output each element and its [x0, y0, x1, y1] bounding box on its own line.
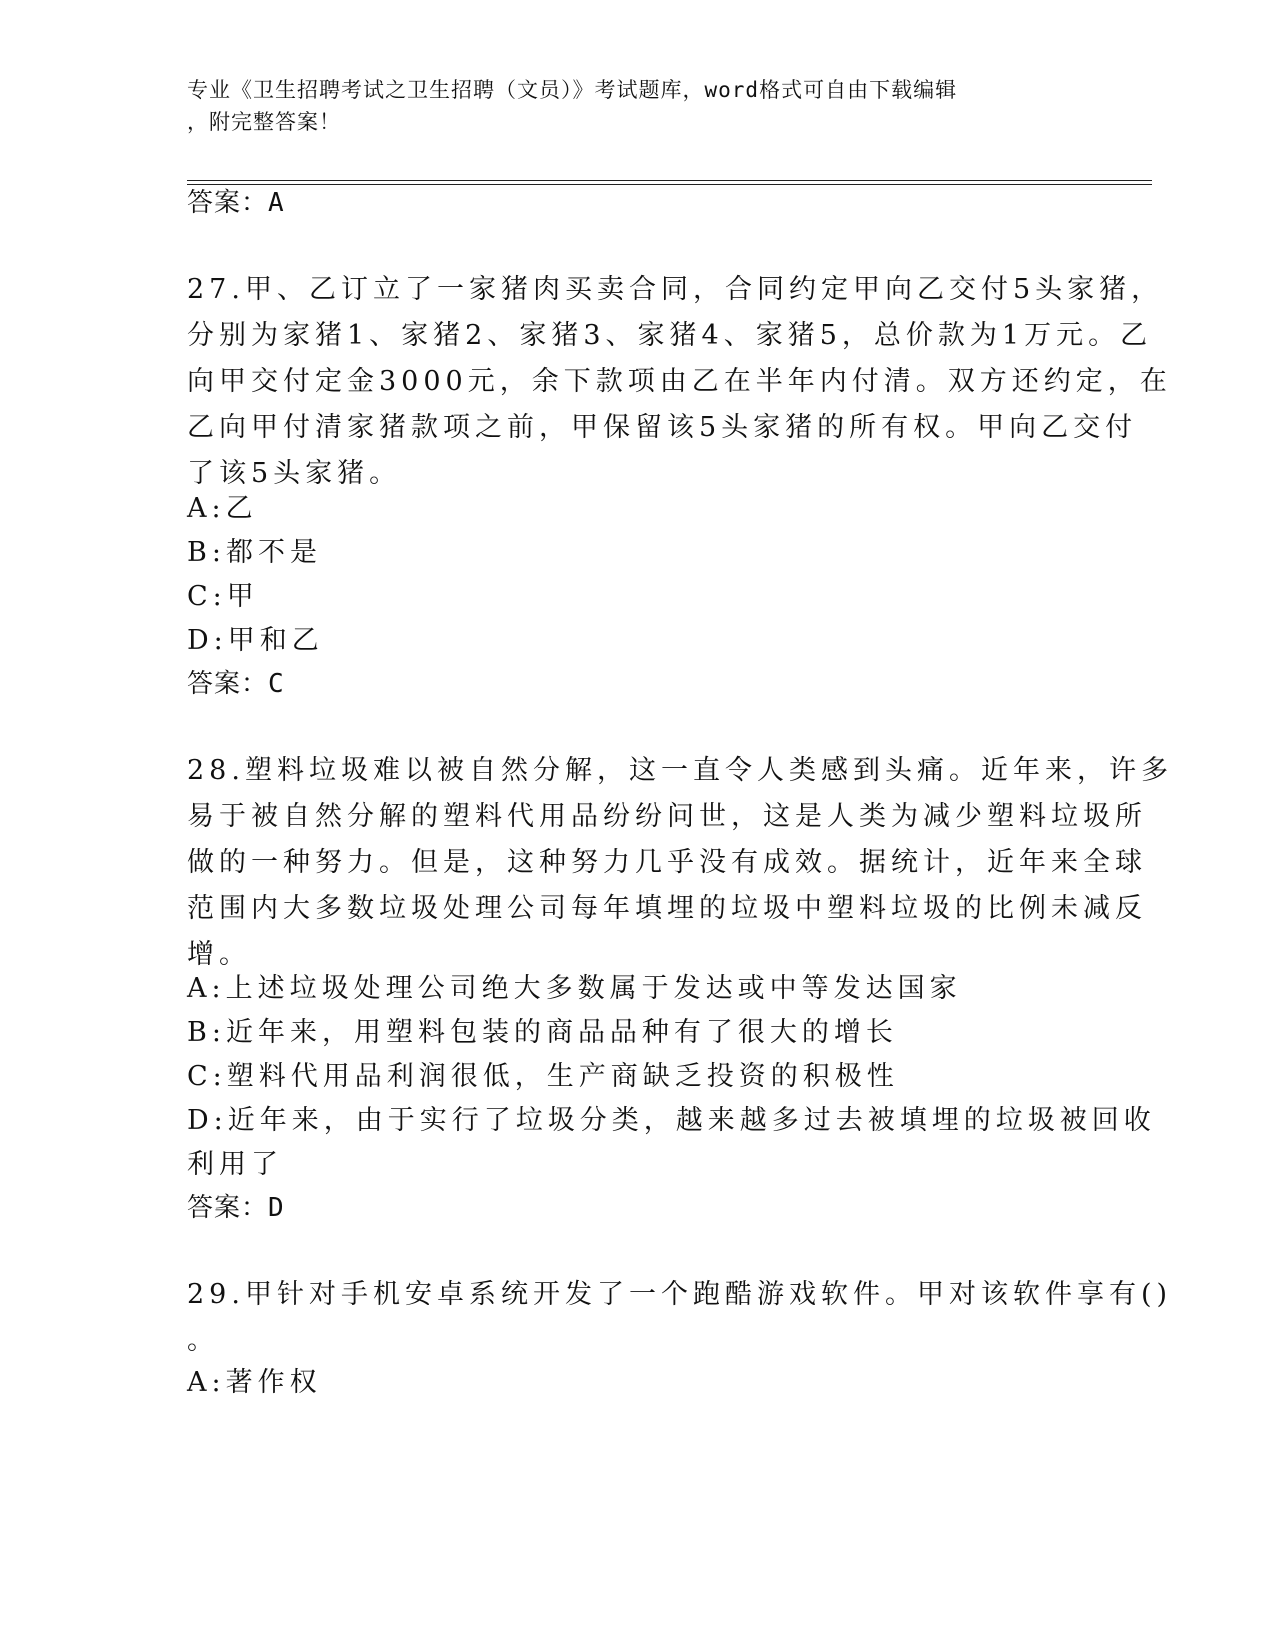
option-d: D:近年来，由于实行了垃圾分类，越来越多过去被填埋的垃圾被回收: [187, 1105, 1156, 1136]
question-line: 27.甲、乙订立了一家猪肉买卖合同，合同约定甲向乙交付5头家猪，: [187, 274, 1164, 305]
option-d: D:甲和乙: [187, 625, 324, 656]
answer-28: [187, 1191, 285, 1225]
answer-value: A: [268, 188, 285, 218]
answer-value: D: [268, 1193, 285, 1223]
question-27: [187, 267, 1172, 497]
question-line: 增。: [187, 939, 251, 970]
option-c: C:甲: [187, 581, 259, 612]
answer-label: 答案：: [187, 1193, 269, 1223]
question-line: 向甲交付定金3000元，余下款项由乙在半年内付清。双方还约定，在: [187, 366, 1172, 397]
question-28: [187, 748, 1173, 978]
question-line: 乙向甲付清家猪款项之前，甲保留该5头家猪的所有权。甲向乙交付: [187, 412, 1138, 443]
header-divider-bottom: [187, 184, 1152, 185]
question-line: 29.甲针对手机安卓系统开发了一个跑酷游戏软件。甲对该软件享有(): [187, 1279, 1173, 1310]
question-line: 分别为家猪1、家猪2、家猪3、家猪4、家猪5，总价款为1万元。乙: [187, 320, 1153, 351]
question-line: 范围内大多数垃圾处理公司每年填埋的垃圾中塑料垃圾的比例未减反: [187, 893, 1147, 924]
question-line: 。: [187, 1325, 219, 1356]
option-a: A:上述垃圾处理公司绝大多数属于发达或中等发达国家: [187, 973, 962, 1004]
answer-27: [187, 667, 285, 701]
question-line: 做的一种努力。但是，这种努力几乎没有成效。据统计，近年来全球: [187, 847, 1147, 878]
option-d-continued: 利用了: [187, 1149, 283, 1180]
option-a: A:著作权: [187, 1367, 322, 1398]
document-header: [187, 74, 1067, 138]
answer-value: C: [268, 669, 285, 699]
question-line: 了该5头家猪。: [187, 458, 402, 489]
question-line: 易于被自然分解的塑料代用品纷纷问世，这是人类为减少塑料垃圾所: [187, 801, 1147, 832]
header-divider-top: [187, 180, 1152, 181]
header-line-1: 专业《卫生招聘考试之卫生招聘（文员）》考试题库，word格式可自由下载编辑: [187, 78, 958, 102]
option-b: B:都不是: [187, 537, 322, 568]
question-29: [187, 1272, 1173, 1364]
header-line-2: ，附完整答案！: [187, 110, 341, 134]
answer-label: 答案：: [187, 188, 269, 218]
answer-label: 答案：: [187, 669, 269, 699]
option-a: A:乙: [187, 493, 258, 524]
question-line: 28.塑料垃圾难以被自然分解，这一直令人类感到头痛。近年来，许多: [187, 755, 1173, 786]
option-b: B:近年来，用塑料包装的商品品种有了很大的增长: [187, 1017, 898, 1048]
option-c: C:塑料代用品利润很低，生产商缺乏投资的积极性: [187, 1061, 899, 1092]
answer-prev: [187, 186, 285, 220]
